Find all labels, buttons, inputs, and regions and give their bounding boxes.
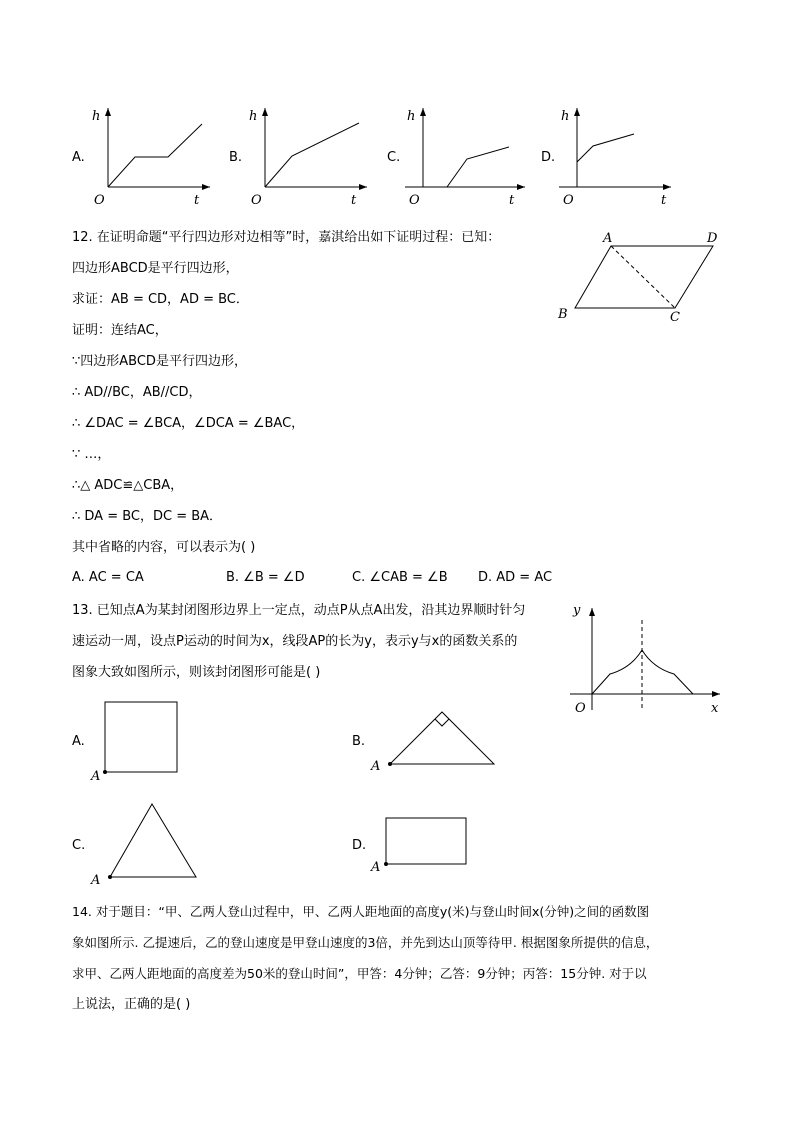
q14-stem-line-2: 象如图所示. 乙提速后，乙的登山速度是甲登山速度的3倍，并先到达山顶等待甲. 根据图象所提供的信息， (72, 935, 659, 950)
q12-stem-line-2: 四边形ABCD是平行四边形， (72, 261, 239, 276)
q12-stem-line-1: 12. 在证明命题“平行四边形对边相等”时，嘉淇给出如下证明过程：已知： (72, 230, 501, 245)
q13-option-d-point: A (371, 860, 381, 875)
q13-option-c-triangle (88, 800, 208, 890)
q11-b-x-label: t (351, 193, 357, 208)
q11-d-y-label: h (561, 109, 570, 124)
q11-d-x-label: t (661, 193, 667, 208)
q12-proof-line-1: 证明：连结AC， (72, 323, 168, 338)
q12-parallelogram-figure (555, 228, 735, 328)
q11-c-origin: O (409, 193, 420, 208)
q12-proof-line-5: ∵ …， (72, 447, 111, 462)
q12-label-c: C (670, 310, 680, 325)
q11-a-origin: O (94, 193, 105, 208)
q12-label-a: A (603, 231, 613, 246)
q14-stem-line-3: 求甲、乙两人距地面的高度差为50米的登山时间”，甲答：4分钟；乙答：9分钟；丙答：15分钟. 对于以 (72, 966, 647, 981)
q14-stem-line-1: 14. 对于题目：“甲、乙两人登山过程中，甲、乙两人距地面的高度y(米)与登山时间x(分钟)之间的函数图 (72, 904, 650, 919)
q11-a-y-label: h (92, 109, 101, 124)
q11-option-b-letter[interactable]: B. (229, 150, 243, 165)
q11-option-d-letter[interactable]: D. (541, 150, 556, 165)
q11-graph-b (247, 100, 377, 210)
q13-option-b-letter[interactable]: B. (352, 734, 366, 749)
q13-stem-line-2: 速运动一周，设点P运动的时间为x，线段AP的长为y，表示y与x的函数关系的 (72, 634, 518, 649)
q11-graph-c (405, 100, 535, 210)
q11-a-x-label: t (194, 193, 200, 208)
q13-origin: O (575, 701, 586, 716)
q12-proof-line-3: ∴ AD//BC，AB//CD， (72, 385, 202, 400)
q13-option-c-letter[interactable]: C. (72, 838, 86, 853)
q13-function-graph (565, 600, 735, 720)
q12-proof-line-4: ∴ ∠DAC = ∠BCA，∠DCA = ∠BAC， (72, 416, 305, 431)
q11-graph-a (90, 100, 220, 210)
q13-option-b-triangle (368, 708, 508, 778)
q11-graph-d (559, 100, 689, 210)
q12-option-b[interactable]: B. ∠B = ∠D (226, 570, 305, 585)
q12-option-a[interactable]: A. AC = CA (72, 570, 144, 585)
q12-label-d: D (707, 231, 718, 246)
q12-proof-line-6: ∴△ ADC≌△CBA， (72, 478, 184, 493)
q13-y-label: y (573, 603, 581, 618)
q11-d-origin: O (563, 193, 574, 208)
q11-c-x-label: t (509, 193, 515, 208)
q14-question: 上说法，正确的是( ) (72, 997, 191, 1012)
q13-option-c-point: A (91, 873, 101, 888)
q11-option-a-letter[interactable]: A. (72, 150, 85, 165)
q13-x-label: x (711, 701, 719, 716)
q12-option-d[interactable]: D. AD = AC (478, 570, 553, 585)
q12-question: 其中省略的内容，可以表示为( ) (72, 540, 256, 555)
q13-option-a-square (88, 698, 188, 788)
q13-option-d-letter[interactable]: D. (352, 838, 367, 853)
q11-c-y-label: h (407, 109, 416, 124)
q12-proof-line-7: ∴ DA = BC，DC = BA． (72, 509, 223, 524)
q13-option-a-letter[interactable]: A. (72, 734, 85, 749)
q13-stem-line-3: 图象大致如图所示，则该封闭图形可能是( ) (72, 665, 321, 680)
q11-b-origin: O (251, 193, 262, 208)
q11-option-c-letter[interactable]: C. (387, 150, 401, 165)
q11-b-y-label: h (249, 109, 258, 124)
q12-label-b: B (558, 307, 568, 322)
q13-option-b-point: A (371, 759, 381, 774)
q12-option-c[interactable]: C. ∠CAB = ∠B (352, 570, 448, 585)
q12-proof-line-2: ∵四边形ABCD是平行四边形， (72, 354, 247, 369)
q13-option-a-point: A (91, 769, 101, 784)
q13-option-d-rectangle (368, 814, 478, 874)
q13-stem-line-1: 13. 已知点A为某封闭图形边界上一定点，动点P从点A出发，沿其边界顺时针匀 (72, 603, 526, 618)
q12-stem-line-3: 求证：AB = CD，AD = BC． (72, 292, 249, 307)
